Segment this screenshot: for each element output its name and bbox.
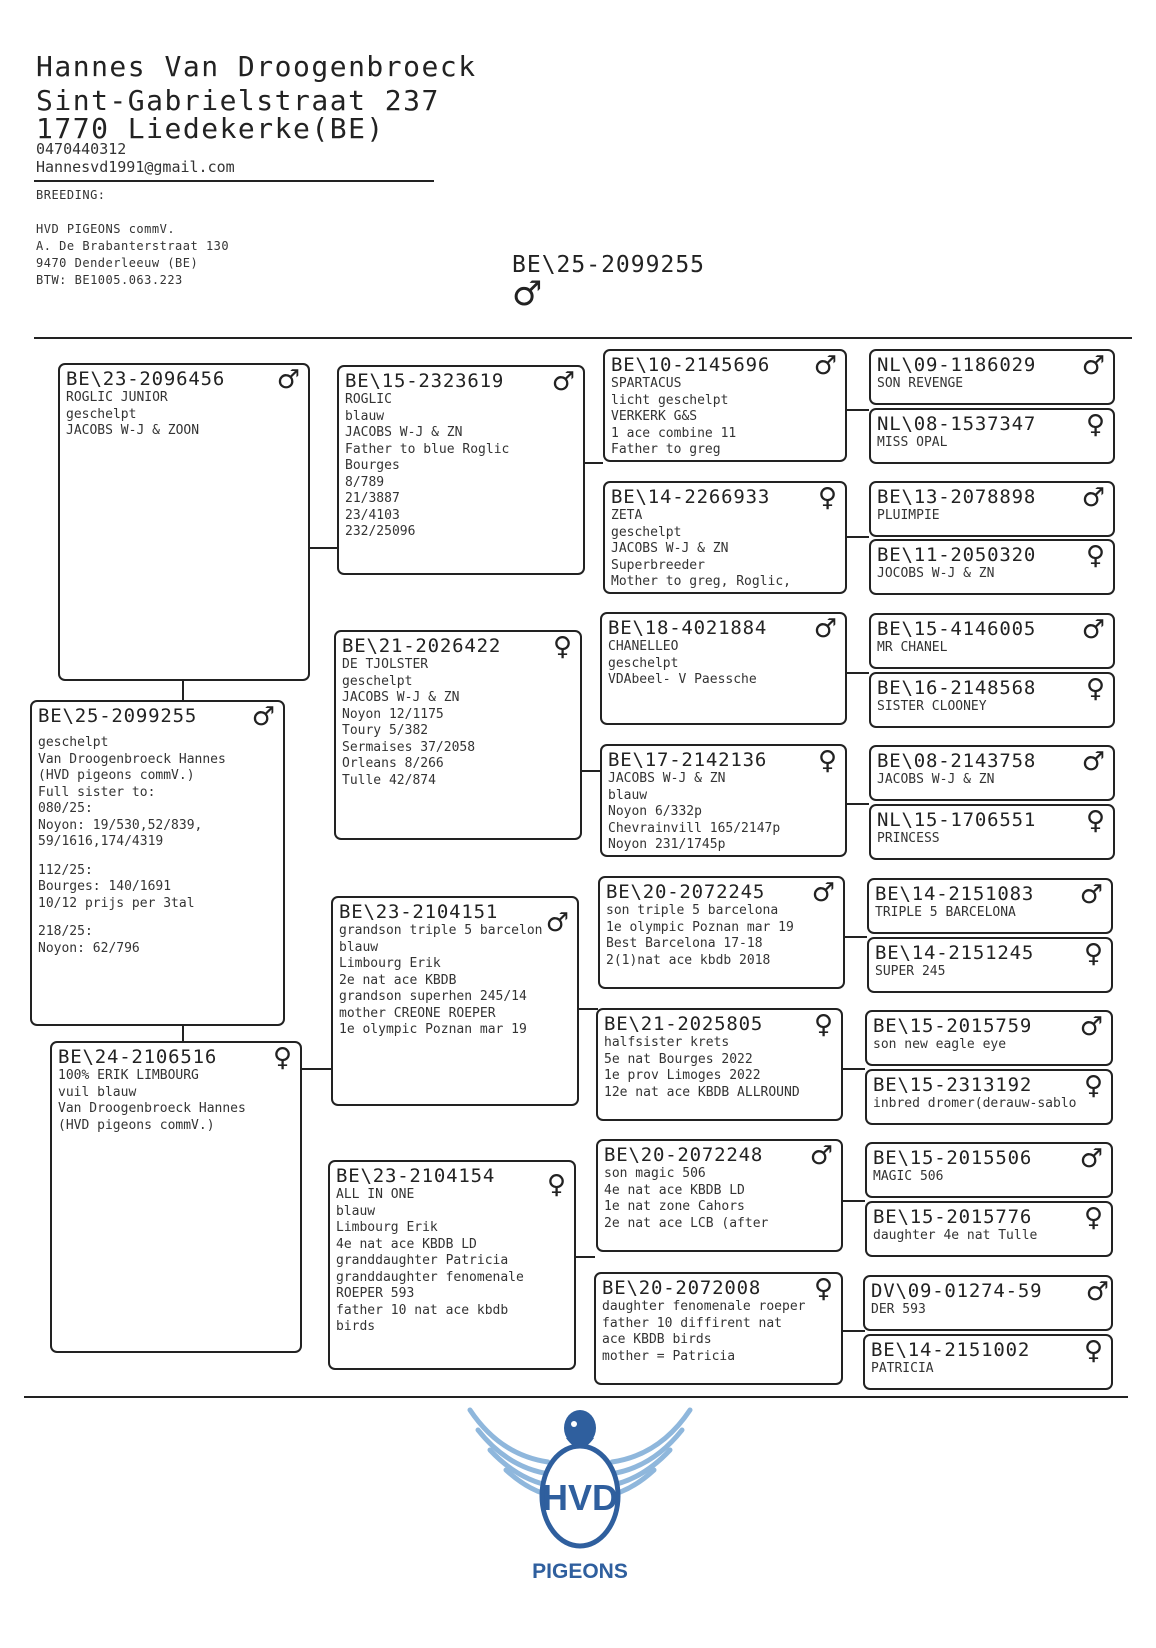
- male-icon: ♂: [276, 365, 300, 395]
- ring-number: BE\15-2313192: [873, 1074, 1033, 1096]
- male-icon: ♂: [545, 908, 569, 938]
- pedigree-line: Father to blue Roglic: [345, 441, 510, 457]
- pedigree-line: DE TJOLSTER: [342, 657, 429, 672]
- pedigree-line: (HVD pigeons commV.): [38, 768, 195, 783]
- pedigree-line: 10/12 prijs per 3tal: [38, 895, 195, 911]
- owner-city: 1770 Liedekerke(BE): [36, 112, 385, 145]
- pedigree-line: 5e nat Bourges 2022: [604, 1051, 753, 1067]
- pedigree-line: mother = Patricia: [602, 1348, 736, 1364]
- pedigree-line: father 10 diffirent nat: [602, 1315, 783, 1331]
- ring-number: BE\08-2143758: [877, 750, 1037, 772]
- pedigree-line: CHANELLEO: [608, 639, 679, 654]
- ring-number: BE\15-2015506: [873, 1147, 1033, 1169]
- pigeon-father-mother: [334, 630, 582, 840]
- male-icon: ♂: [811, 878, 835, 908]
- ring-number: BE\23-2104151: [339, 901, 499, 923]
- female-icon: ♀: [1083, 939, 1103, 969]
- breeding-line: A. De Brabanterstraat 130: [36, 239, 230, 253]
- pedigree-line: Noyon 231/1745p: [608, 837, 726, 852]
- ring-number: BE\15-2323619: [345, 370, 505, 392]
- pigeon-great-grandparent: [865, 1201, 1113, 1257]
- pedigree-line: Father to greg: [611, 442, 721, 457]
- pigeon-great-grandparent: [869, 408, 1115, 464]
- pedigree-line: geschelpt: [66, 406, 137, 422]
- ring-number: BE\16-2148568: [877, 677, 1037, 699]
- pedigree-line: PRINCESS: [877, 831, 940, 846]
- pedigree-line: JOCOBS W-J & ZN: [877, 566, 995, 581]
- pedigree-line: SPARTACUS: [611, 376, 682, 391]
- connector: [575, 1256, 595, 1258]
- pedigree-line: geschelpt: [38, 735, 109, 750]
- pedigree-line: 12e nat ace KBDB ALLROUND: [604, 1084, 800, 1100]
- female-icon: ♀: [1085, 410, 1105, 440]
- pedigree-line: geschelpt: [608, 655, 679, 671]
- pedigree-line: TRIPLE 5 BARCELONA: [875, 905, 1016, 920]
- pedigree-line: VDAbeel- V Paessche: [608, 672, 757, 687]
- pedigree-line: JACOBS W-J & ZN: [342, 690, 460, 705]
- pigeon-great-grandparent: [865, 1010, 1113, 1066]
- ring-number: BE\13-2078898: [877, 486, 1037, 508]
- pedigree-line: Mother to greg, Roglic,: [611, 574, 792, 589]
- pedigree-line: 1e prov Limoges 2022: [604, 1068, 761, 1083]
- male-icon: ♂: [1081, 483, 1105, 513]
- pigeon-great-grandparent: [869, 539, 1115, 595]
- pigeon-great-grandparent: [869, 349, 1115, 405]
- male-icon: ♂: [1085, 1277, 1109, 1307]
- pedigree-line: licht geschelpt: [611, 392, 729, 408]
- pedigree-line: ROGLIC JUNIOR: [66, 390, 168, 405]
- logo-hvd-text: HVD: [541, 1477, 619, 1518]
- ring-number: BE\15-4146005: [877, 618, 1037, 640]
- pedigree-line: blauw: [336, 1203, 376, 1219]
- pedigree-line: ZETA: [611, 508, 643, 523]
- pedigree-line: Best Barcelona 17-18: [606, 936, 763, 951]
- pedigree-line: PATRICIA: [871, 1361, 934, 1376]
- pigeon-mother-mother: [328, 1160, 576, 1370]
- pedigree-line: JACOBS W-J & ZN: [345, 425, 463, 440]
- connector: [843, 1330, 865, 1332]
- male-icon: ♂: [813, 351, 837, 381]
- pedigree-line: (HVD pigeons commV.): [58, 1117, 215, 1133]
- female-icon: ♀: [813, 1010, 833, 1040]
- ring-number: BE\10-2145696: [611, 354, 771, 376]
- ring-number: BE\20-2072008: [602, 1277, 762, 1299]
- pedigree-line: daughter 4e nat Tulle: [873, 1228, 1038, 1243]
- pedigree-line: Chevrainvill 165/2147p: [608, 820, 781, 836]
- pedigree-line: 8/789: [345, 474, 385, 490]
- ring-number: BE\18-4021884: [608, 617, 768, 639]
- ring-number: BE\14-2151245: [875, 942, 1035, 964]
- pedigree-line: 218/25:: [38, 924, 93, 939]
- male-icon: ♂: [809, 1141, 833, 1171]
- pigeon-great-grandparent: [863, 1334, 1113, 1390]
- pedigree-line: Tulle 42/874: [342, 772, 436, 788]
- pedigree-line: father 10 nat ace kbdb: [336, 1302, 509, 1318]
- subject-ring: BE\25-2099255: [512, 252, 706, 278]
- pigeon-great-grandparent: [869, 804, 1115, 860]
- ring-number: BE\15-2015776: [873, 1206, 1033, 1228]
- pigeon-ffm: [603, 481, 847, 594]
- pedigree-line: Limbourg Erik: [336, 1220, 438, 1235]
- pedigree-line: halfsister krets: [604, 1035, 730, 1050]
- male-icon: ♂: [1081, 615, 1105, 645]
- pedigree-line: Orleans 8/266: [342, 756, 444, 771]
- pedigree-line: grandson triple 5 barcelon: [339, 923, 543, 938]
- pedigree-line: 23/4103: [345, 507, 400, 523]
- female-icon: ♀: [1083, 1071, 1103, 1101]
- ring-number: DV\09-01274-59: [871, 1280, 1043, 1302]
- connector: [300, 1068, 332, 1070]
- hvd-logo: [460, 1400, 700, 1583]
- pedigree-line: Noyon: 19/530,52/839,: [38, 817, 203, 833]
- ring-number: BE\17-2142136: [608, 749, 768, 771]
- pedigree-line: blauw: [608, 787, 648, 803]
- pedigree-line: MR CHANEL: [877, 640, 948, 655]
- female-icon: ♀: [1083, 1203, 1103, 1233]
- ring-number: BE\21-2026422: [342, 635, 502, 657]
- pedigree-line: 21/3887: [345, 491, 400, 506]
- pedigree-line: Toury 5/382: [342, 723, 429, 738]
- male-icon: ♂: [251, 702, 275, 732]
- pedigree-line: Limbourg Erik: [339, 956, 441, 971]
- female-icon: ♀: [552, 632, 572, 662]
- pedigree-line: [38, 727, 277, 735]
- connector: [580, 770, 600, 772]
- pedigree-line: 59/1616,174/4319: [38, 834, 164, 849]
- connector: [847, 803, 869, 805]
- pedigree-line: 232/25096: [345, 524, 416, 539]
- pedigree-line: 1e olympic Poznan mar 19: [339, 1022, 527, 1037]
- ring-number: BE\15-2015759: [873, 1015, 1033, 1037]
- male-icon: ♂: [1081, 351, 1105, 381]
- pedigree-line: PLUIMPIE: [877, 508, 940, 523]
- ring-number: BE\23-2096456: [66, 368, 226, 390]
- pedigree-line: JACOBS W-J & ZN: [611, 541, 729, 556]
- pigeon-great-grandparent: [865, 1142, 1113, 1198]
- female-icon: ♀: [546, 1170, 566, 1200]
- pedigree-line: son triple 5 barcelona: [606, 903, 779, 918]
- pedigree-line: son magic 506: [604, 1166, 706, 1181]
- male-icon: ♂: [1079, 1144, 1103, 1174]
- ring-number: BE\20-2072248: [604, 1144, 764, 1166]
- male-icon: ♂: [1079, 880, 1103, 910]
- pigeon-mfm: [596, 1008, 843, 1121]
- pedigree-line: 4e nat ace KBDB LD: [604, 1182, 745, 1198]
- pigeon-mother-father: [331, 896, 579, 1106]
- pedigree-line: Bourges: [345, 458, 400, 473]
- pedigree-line: Bourges: 140/1691: [38, 879, 172, 894]
- pedigree-line: 1e olympic Poznan mar 19: [606, 919, 794, 935]
- pedigree-line: Noyon 6/332p: [608, 804, 702, 819]
- pedigree-line: MISS OPAL: [877, 435, 948, 450]
- connector: [847, 409, 869, 411]
- ring-number: NL\09-1186029: [877, 354, 1037, 376]
- male-icon: ♂: [813, 614, 837, 644]
- pigeon-great-grandparent: [869, 613, 1115, 669]
- pigeon-mmf: [596, 1139, 843, 1252]
- pigeon-wings-icon: [460, 1400, 700, 1560]
- logo-pigeons-text: PIGEONS: [532, 1560, 628, 1583]
- pedigree-line: geschelpt: [611, 524, 682, 540]
- pedigree-line: ROGLIC: [345, 392, 392, 407]
- pigeon-great-grandparent: [869, 481, 1115, 537]
- breeding-label: BREEDING:: [36, 188, 106, 202]
- connector: [578, 1008, 598, 1010]
- pigeon-self: [30, 700, 285, 1026]
- connector: [182, 680, 184, 702]
- pigeon-father: [58, 363, 310, 681]
- female-icon: ♀: [817, 483, 837, 513]
- owner-email: Hannesvd1991@gmail.com: [36, 158, 235, 176]
- ring-number: BE\14-2151002: [871, 1339, 1031, 1361]
- pedigree-line: ROEPER 593: [336, 1286, 415, 1301]
- pedigree-line: 1e nat zone Cahors: [604, 1199, 745, 1214]
- connector: [182, 1023, 184, 1043]
- ring-number: BE\23-2104154: [336, 1165, 496, 1187]
- pedigree-line: MAGIC 506: [873, 1169, 944, 1184]
- ring-number: NL\15-1706551: [877, 809, 1037, 831]
- pedigree-line: SON REVENGE: [877, 376, 964, 391]
- connector: [843, 1200, 865, 1202]
- pedigree-line: ALL IN ONE: [336, 1187, 415, 1202]
- pedigree-line: Noyon 12/1175: [342, 706, 444, 722]
- ring-number: BE\11-2050320: [877, 544, 1037, 566]
- pedigree-line: birds: [336, 1319, 376, 1334]
- connector: [847, 672, 869, 674]
- pigeon-fmf: [600, 612, 847, 725]
- pedigree-line: VERKERK G&S: [611, 409, 698, 424]
- pedigree-line: JACOBS W-J & ZN: [608, 771, 726, 786]
- pigeon-great-grandparent: [869, 672, 1115, 728]
- pedigree-line: ace KBDB birds: [602, 1332, 712, 1347]
- pigeon-mmm: [594, 1272, 843, 1385]
- pedigree-line: blauw: [339, 939, 379, 955]
- ring-number: NL\08-1537347: [877, 413, 1037, 435]
- pedigree-line: granddaughter fenomenale: [336, 1269, 524, 1285]
- pigeon-great-grandparent: [863, 1275, 1113, 1331]
- pedigree-line: Sermaises 37/2058: [342, 739, 476, 755]
- ring-number: BE\24-2106516: [58, 1046, 218, 1068]
- female-icon: ♀: [1083, 1336, 1103, 1366]
- female-icon: ♀: [1085, 541, 1105, 571]
- pigeon-great-grandparent: [867, 878, 1113, 934]
- pedigree-line: vuil blauw: [58, 1084, 137, 1100]
- pigeon-father-father: [337, 365, 585, 575]
- pedigree-line: [38, 851, 277, 863]
- breeding-line: 9470 Denderleeuw (BE): [36, 256, 199, 270]
- pedigree-line: 100% ERIK LIMBOURG: [58, 1068, 199, 1083]
- male-icon: ♂: [1079, 1012, 1103, 1042]
- pedigree-line: 080/25:: [38, 801, 93, 816]
- male-icon: ♂: [1081, 747, 1105, 777]
- pedigree-line: 2e nat ace LCB (after: [604, 1215, 769, 1231]
- connector: [843, 1068, 865, 1070]
- female-icon: ♀: [817, 746, 837, 776]
- ring-number: BE\14-2151083: [875, 883, 1035, 905]
- pedigree-line: [38, 912, 277, 924]
- pedigree-line: Noyon: 62/796: [38, 940, 140, 956]
- connector: [583, 462, 603, 464]
- pedigree-line: SISTER CLOONEY: [877, 699, 987, 714]
- pedigree-line: JACOBS W-J & ZN: [877, 772, 995, 787]
- pedigree-line: Van Droogenbroeck Hannes: [38, 751, 226, 767]
- female-icon: ♀: [813, 1274, 833, 1304]
- pigeon-fff: [603, 349, 847, 462]
- pedigree-line: JACOBS W-J & ZOON: [66, 423, 200, 438]
- owner-name: Hannes Van Droogenbroeck: [36, 50, 477, 83]
- pedigree-line: blauw: [345, 408, 385, 424]
- pedigree-line: grandson superhen 245/14: [339, 989, 527, 1004]
- divider-bottom: [24, 1396, 1128, 1398]
- pigeon-fmm: [600, 744, 847, 857]
- connector: [845, 936, 867, 938]
- owner-street: Sint-Gabrielstraat 237: [36, 84, 440, 117]
- ring-number: BE\20-2072245: [606, 881, 766, 903]
- pedigree-line: 2e nat ace KBDB: [339, 972, 457, 988]
- pedigree-line: 112/25:: [38, 862, 93, 878]
- ring-number: BE\14-2266933: [611, 486, 771, 508]
- connector: [310, 547, 338, 549]
- pedigree-line: geschelpt: [342, 673, 413, 689]
- pedigree-line: son new eagle eye: [873, 1037, 1007, 1052]
- owner-phone: 0470440312: [36, 140, 127, 158]
- pedigree-line: SUPER 245: [875, 964, 946, 979]
- pedigree-line: Full sister to:: [38, 784, 156, 800]
- pigeon-great-grandparent: [869, 745, 1115, 801]
- female-icon: ♀: [1085, 806, 1105, 836]
- divider-top: [34, 337, 1132, 339]
- connector: [847, 536, 869, 538]
- pedigree-line: DER 593: [871, 1302, 926, 1317]
- pigeon-mother: [50, 1041, 302, 1353]
- ring-number: BE\21-2025805: [604, 1013, 764, 1035]
- pedigree-line: 4e nat ace KBDB LD: [336, 1236, 477, 1252]
- male-icon: ♂: [551, 367, 575, 397]
- breeding-line: HVD PIGEONS commV.: [36, 222, 176, 236]
- pedigree-line: inbred dromer(derauw-sablo: [873, 1096, 1077, 1111]
- pedigree-line: granddaughter Patricia: [336, 1253, 509, 1268]
- female-icon: ♀: [1085, 674, 1105, 704]
- female-icon: ♀: [272, 1043, 292, 1073]
- pedigree-line: daughter fenomenale roeper: [602, 1299, 806, 1314]
- pedigree-line: Superbreeder: [611, 557, 705, 573]
- pigeon-great-grandparent: [867, 937, 1113, 993]
- breeding-line: BTW: BE1005.063.223: [36, 273, 183, 287]
- pedigree-line: mother CREONE ROEPER: [339, 1005, 496, 1021]
- pedigree-line: 1 ace combine 11: [611, 425, 737, 441]
- pedigree-line: 2(1)nat ace kbdb 2018: [606, 952, 771, 968]
- male-icon: ♂: [512, 274, 543, 314]
- pedigree-line: Van Droogenbroeck Hannes: [58, 1101, 246, 1116]
- ring-number: BE\25-2099255: [38, 705, 198, 727]
- pigeon-great-grandparent: [865, 1069, 1113, 1125]
- pigeon-mff: [598, 876, 845, 989]
- header-underline: [34, 180, 434, 182]
